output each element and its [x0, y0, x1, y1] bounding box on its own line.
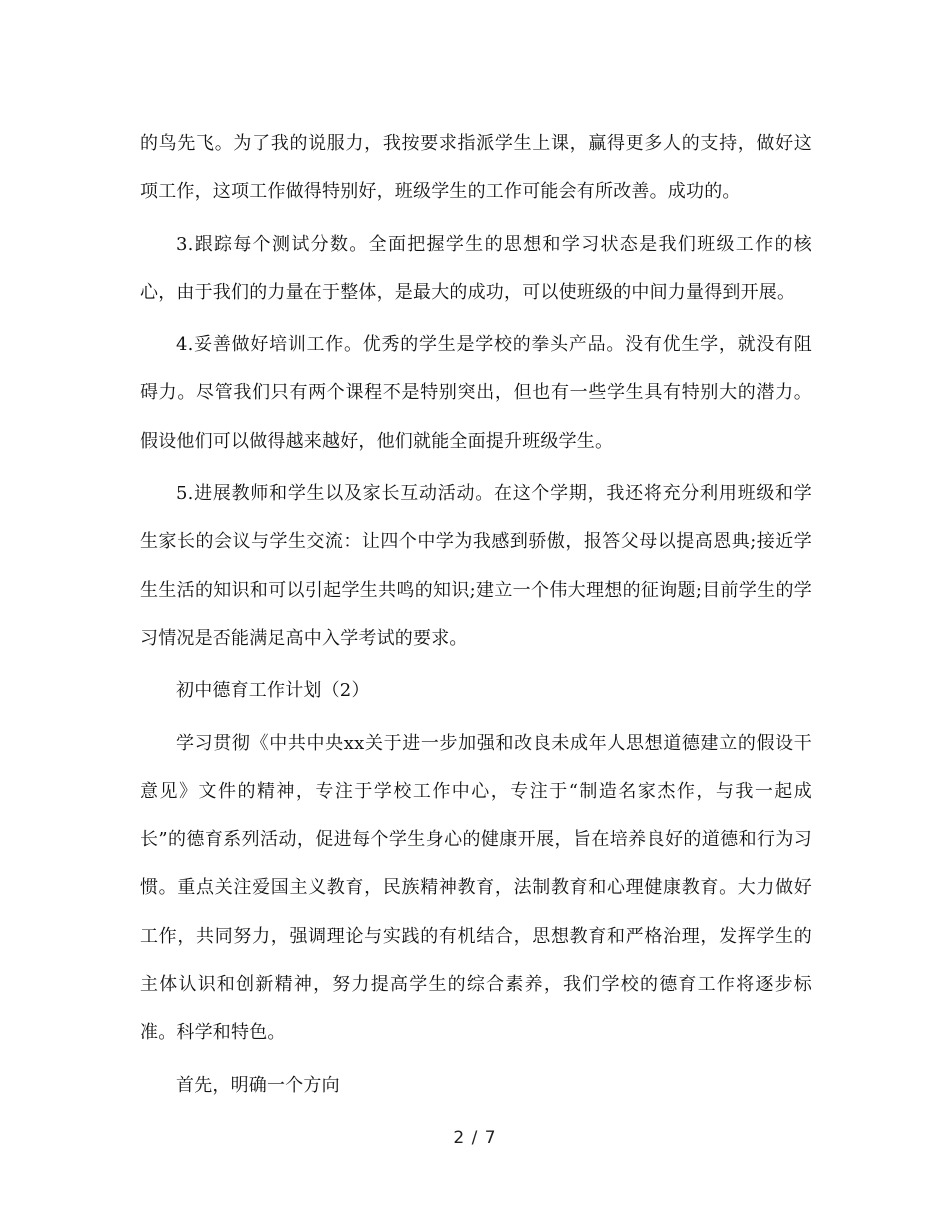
paragraph-item-5: 5.进展教师和学生以及家长互动活动。在这个学期，我还将充分利用班级和学生家长的会议与学生交流：让四个中学为我感到骄傲，报答父母以提高恩典;接近学生生活的知识和可以引起学生共鸣的知识;建立一个伟大理想的征询题;目前学生的学习情况是否能满足高中入学考试的要求。: [140, 483, 812, 649]
paragraph-first-direction: 首先，明确一个方向: [176, 1074, 340, 1096]
page-number: 2 / 7: [453, 1128, 497, 1148]
paragraph-item-3: 3.跟踪每个测试分数。全面把握学生的思想和学习状态是我们班级工作的核心，由于我们的力量在于整体，是最大的成功，可以使班级的中间力量得到开展。: [140, 233, 812, 303]
document-body: [140, 120, 812, 1110]
paragraph-item-4: 4.妥善做好培训工作。优秀的学生是学校的拳头产品。没有优生学，就没有阻碍力。尽管我们只有两个课程不是特别突出，但也有一些学生具有特别大的潜力。假设他们可以做得越来越好，他们就能全面提升班级学生。: [140, 334, 812, 452]
paragraph-continuation: 的鸟先飞。为了我的说服力，我按要求指派学生上课，赢得更多人的支持，做好这项工作，这项工作做得特别好，班级学生的工作可能会有所改善。成功的。: [140, 133, 812, 203]
section-heading: 初中德育工作计划（2）: [176, 680, 370, 702]
paragraph-intro: 学习贯彻《中共中央xx关于进一步加强和改良未成年人思想道德建立的假设干意见》文件的精神，专注于学校工作中心，专注于“制造名家杰作，与我一起成长”的德育系列活动，促进每个学生身心的健康开展，旨在培养良好的道德和行为习惯。重点关注爱国主义教育，民族精神教育，法制教育和心理健康教育。大力做好工作，共同努力，强调理论与实践的有机结合，思想教育和严格治理，发挥学生的主体认识和创新精神，努力提高学生的综合素养，我们学校的德育工作将逐步标准。科学和特色。: [140, 732, 812, 1044]
